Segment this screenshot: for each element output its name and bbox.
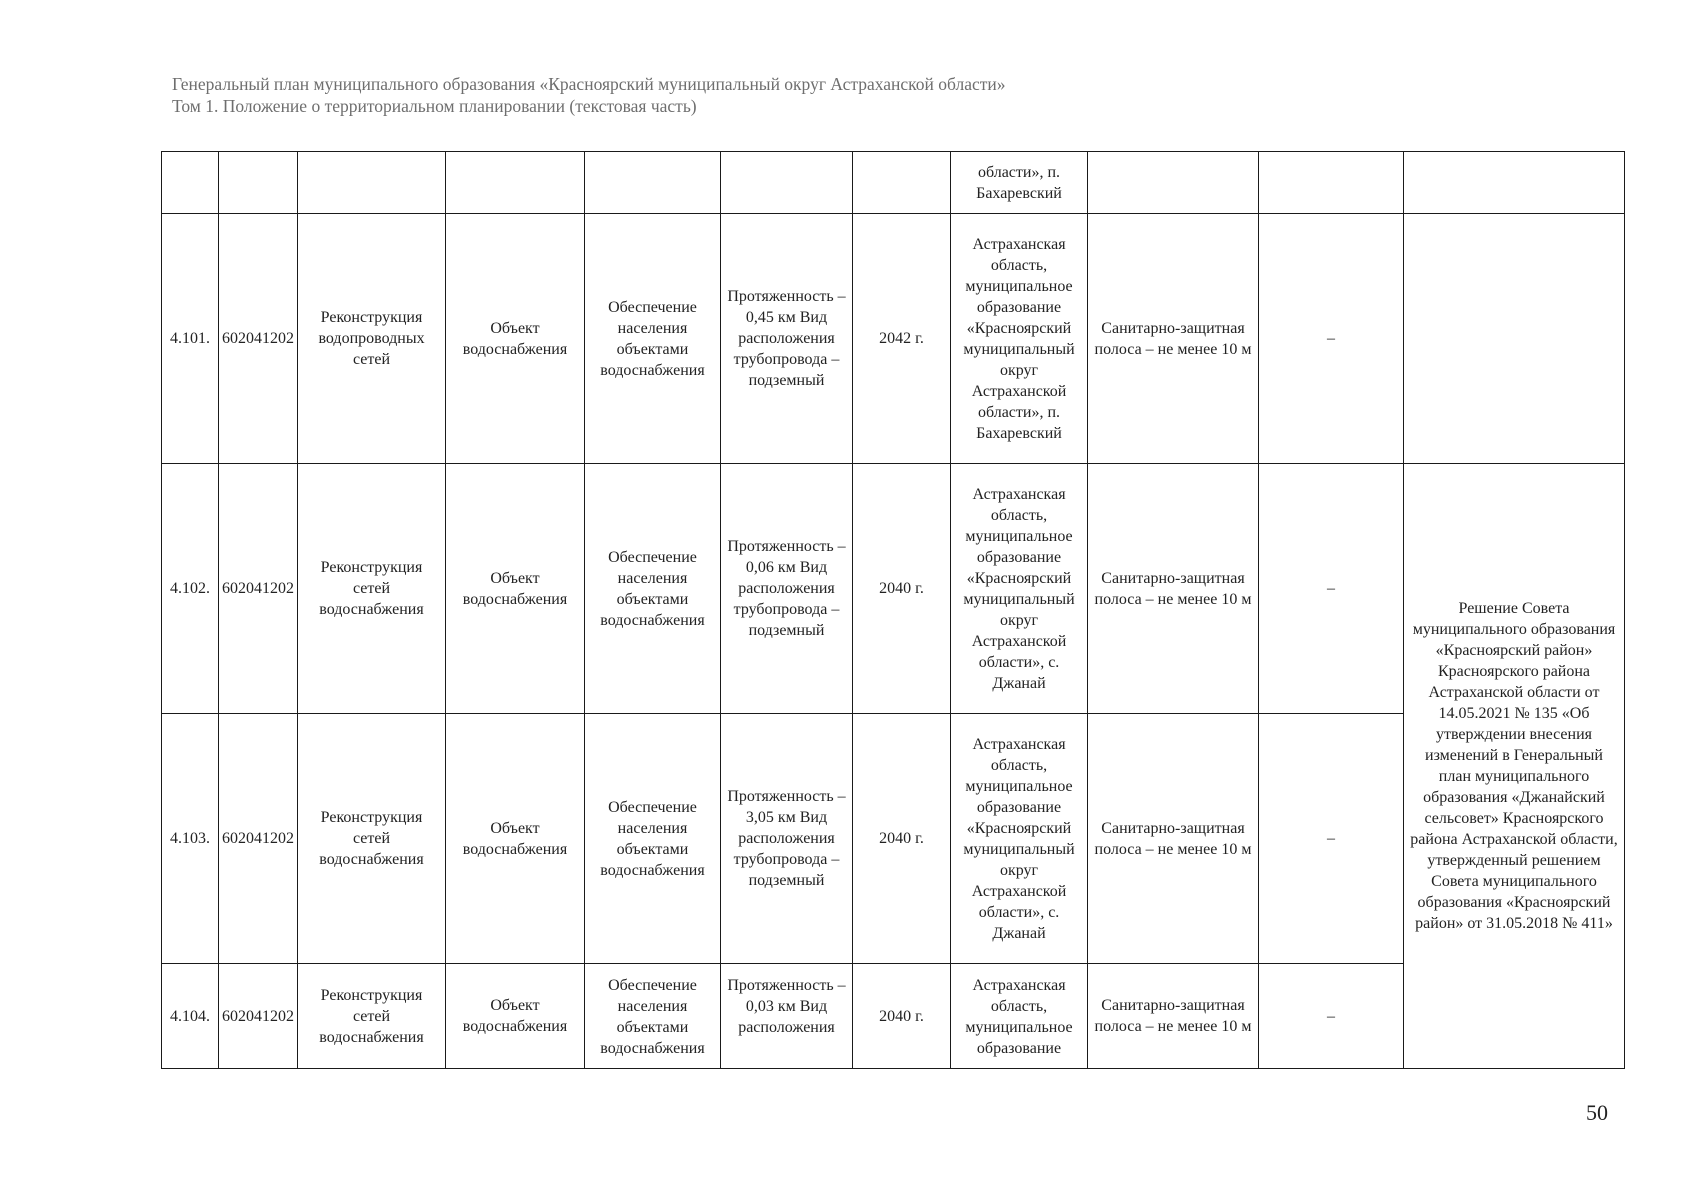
location-cell: Астраханская область, муниципальное образование «Красноярский муниципальный округ Астраханской области», с. Джанай — [951, 464, 1088, 714]
object-type-cell: Объект водоснабжения — [446, 714, 585, 964]
object-name-cell: Реконструкция сетей водоснабжения — [298, 714, 446, 964]
header-title: Генеральный план муниципального образования «Красноярский муниципальный округ Астраханской области» — [172, 74, 1006, 94]
characteristics-cell: Протяженность – 0,45 км Вид расположения трубопровода – подземный — [721, 214, 853, 464]
zone-cell: Санитарно-защитная полоса – не менее 10 м — [1088, 464, 1259, 714]
row-number-cell: 4.103. — [162, 714, 219, 964]
page-number: 50 — [1586, 1100, 1608, 1125]
purpose-cell: Обеспечение населения объектами водоснабжения — [585, 964, 721, 1069]
row-number-cell: 4.102. — [162, 464, 219, 714]
extra-cell: – — [1259, 214, 1404, 464]
location-cell: области», п. Бахаревский — [951, 152, 1088, 214]
year-cell: 2042 г. — [853, 214, 951, 464]
year-cell: 2040 г. — [853, 964, 951, 1069]
characteristics-cell: Протяженность – 0,06 км Вид расположения трубопровода – подземный — [721, 464, 853, 714]
table-row — [162, 464, 1625, 714]
object-name-cell: Реконструкция водопроводных сетей — [298, 214, 446, 464]
object-name-cell: Реконструкция сетей водоснабжения — [298, 964, 446, 1069]
object-name-cell: Реконструкция сетей водоснабжения — [298, 464, 446, 714]
row-number-cell: 4.104. — [162, 964, 219, 1069]
empty-basis-cell — [1404, 214, 1625, 464]
zone-cell: Санитарно-защитная полоса – не менее 10 м — [1088, 714, 1259, 964]
year-cell: 2040 г. — [853, 714, 951, 964]
purpose-cell: Обеспечение населения объектами водоснабжения — [585, 714, 721, 964]
purpose-cell: Обеспечение населения объектами водоснабжения — [585, 214, 721, 464]
zone-cell: Санитарно-защитная полоса – не менее 10 м — [1088, 964, 1259, 1069]
document-header — [172, 73, 1006, 117]
location-cell: Астраханская область, муниципальное образование «Красноярский муниципальный округ Астраханской области», с. Джанай — [951, 714, 1088, 964]
object-type-cell: Объект водоснабжения — [446, 464, 585, 714]
code-cell: 602041202 — [219, 464, 298, 714]
location-cell: Астраханская область, муниципальное образование «Красноярский муниципальный округ Астраханской области», п. Бахаревский — [951, 214, 1088, 464]
row-number-cell: 4.101. — [162, 214, 219, 464]
table-row-continued — [162, 152, 1625, 214]
characteristics-cell: Протяженность – 0,03 км Вид расположения — [721, 964, 853, 1069]
characteristics-cell: Протяженность – 3,05 км Вид расположения трубопровода – подземный — [721, 714, 853, 964]
object-type-cell: Объект водоснабжения — [446, 964, 585, 1069]
year-cell: 2040 г. — [853, 464, 951, 714]
extra-cell: – — [1259, 964, 1404, 1069]
purpose-cell: Обеспечение населения объектами водоснабжения — [585, 464, 721, 714]
code-cell: 602041202 — [219, 214, 298, 464]
code-cell: 602041202 — [219, 714, 298, 964]
code-cell: 602041202 — [219, 964, 298, 1069]
zone-cell: Санитарно-защитная полоса – не менее 10 м — [1088, 214, 1259, 464]
basis-document-cell: Решение Совета муниципального образования «Красноярский район» Красноярского района Астраханской области от 14.05.2021 № 135 «Об утверждении внесения изменений в Генеральный план муниципального образования «Джанайский сельсовет» Красноярского района Астраханской области, утвержденный решением Совета муниципального образования «Красноярский район» от 31.05.2018 № 411» — [1404, 464, 1625, 1069]
location-cell: Астраханская область, муниципальное образование — [951, 964, 1088, 1069]
extra-cell: – — [1259, 464, 1404, 714]
extra-cell: – — [1259, 714, 1404, 964]
header-subtitle: Том 1. Положение о территориальном планировании (текстовая часть) — [172, 96, 697, 116]
object-type-cell: Объект водоснабжения — [446, 214, 585, 464]
planning-table — [161, 151, 1625, 1069]
table-row — [162, 214, 1625, 464]
